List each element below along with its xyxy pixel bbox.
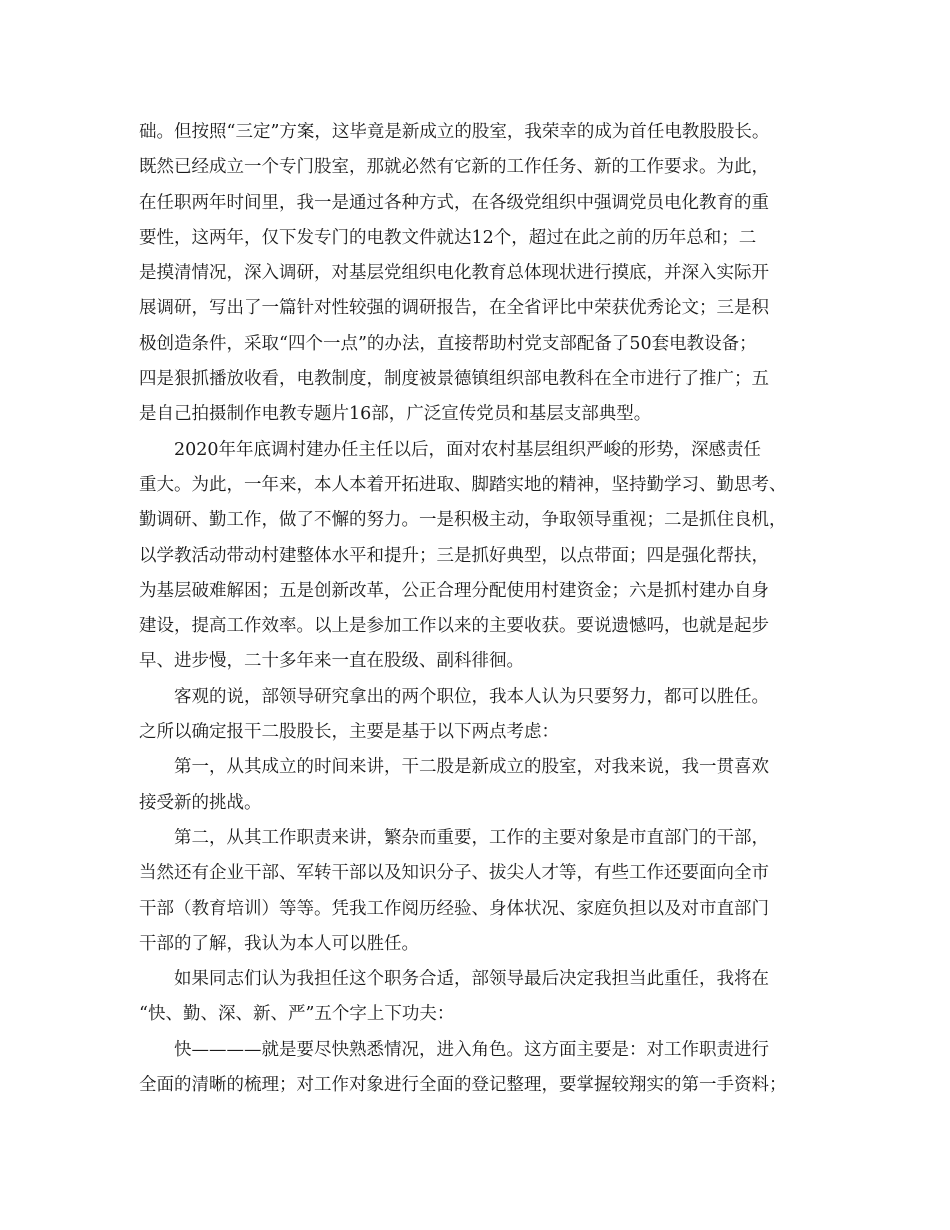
text-line: 要性，这两年，仅下发专门的电教文件就达12个，超过在此之前的历年总和；二 [139,227,757,248]
text-line: 展调研，写出了一篇针对性较强的调研报告，在全省评比中荣获优秀论文；三是积 [139,298,769,319]
text-line: 接受新的挑战。 [139,792,262,813]
text-line: 是摸清情况，深入调研，对基层党组织电化教育总体现状进行摸底，并深入实际开 [139,263,769,284]
text-line: 2020年年底调村建办任主任以后，面对农村基层组织严峻的形势，深感责任 [139,439,762,460]
text-line: 第二，从其工作职责来讲，繁杂而重要，工作的主要对象是市直部门的干部， [139,827,769,848]
text-line: 四是狠抓播放收看，电教制度，制度被景德镇组织部电教科在全市进行了推广；五 [139,369,769,390]
text-line: 第一，从其成立的时间来讲，干二股是新成立的股室，对我来说，我一贯喜欢 [139,757,769,778]
text-line: 如果同志们认为我担任这个职务合适，部领导最后决定我担当此重任，我将在 [139,969,769,990]
text-line: 客观的说，部领导研究拿出的两个职位，我本人认为只要努力，都可以胜任。 [139,686,769,707]
text-line: 早、进步慢，二十多年来一直在股级、副科徘徊。 [139,651,524,672]
text-line: 在任职两年时间里，我一是通过各种方式，在各级党组织中强调党员电化教育的重 [139,192,769,213]
text-line: 重大。为此，一年来，本人本着开拓进取、脚踏实地的精神，坚持勤学习、勤思考、 [139,474,787,495]
text-line: 建设，提高工作效率。以上是参加工作以来的主要收获。要说遗憾吗，也就是起步 [139,616,769,637]
text-line: 当然还有企业干部、军转干部以及知识分子、拔尖人才等，有些工作还要面向全市 [139,863,769,884]
text-line: “快、勤、深、新、严”五个字上下功夫： [139,1004,455,1025]
document-body [139,115,829,1103]
text-line: 之所以确定报干二股股长，主要是基于以下两点考虑： [139,722,559,743]
text-line: 是自己拍摄制作电教专题片16部，广泛宣传党员和基层支部典型。 [139,404,652,425]
text-line: 干部（教育培训）等等。凭我工作阅历经验、身体状况、家庭负担以及对市直部门 [139,898,769,919]
text-line: 全面的清晰的梳理；对工作对象进行全面的登记整理，要掌握较翔实的第一手资料； [139,1075,787,1096]
text-line: 勤调研、勤工作，做了不懈的努力。一是积极主动，争取领导重视；二是抓住良机， [139,510,787,531]
text-line: 础。但按照“三定”方案，这毕竟是新成立的股室，我荣幸的成为首任电教股股长。 [139,122,770,142]
text-line: 干部的了解，我认为本人可以胜任。 [139,933,419,954]
text-line: 极创造条件，采取“四个一点”的办法，直接帮助村党支部配备了50套电教设备； [139,333,757,354]
text-line: 以学教活动带动村建整体水平和提升；三是抓好典型，以点带面；四是强化帮扶， [139,545,769,566]
text-line: 快————就是要尽快熟悉情况，进入角色。这方面主要是：对工作职责进行 [139,1039,769,1060]
text-line: 为基层破难解困；五是创新改革，公正合理分配使用村建资金；六是抓村建办自身 [139,580,769,601]
text-line: 既然已经成立一个专门股室，那就必然有它新的工作任务、新的工作要求。为此， [139,157,769,178]
